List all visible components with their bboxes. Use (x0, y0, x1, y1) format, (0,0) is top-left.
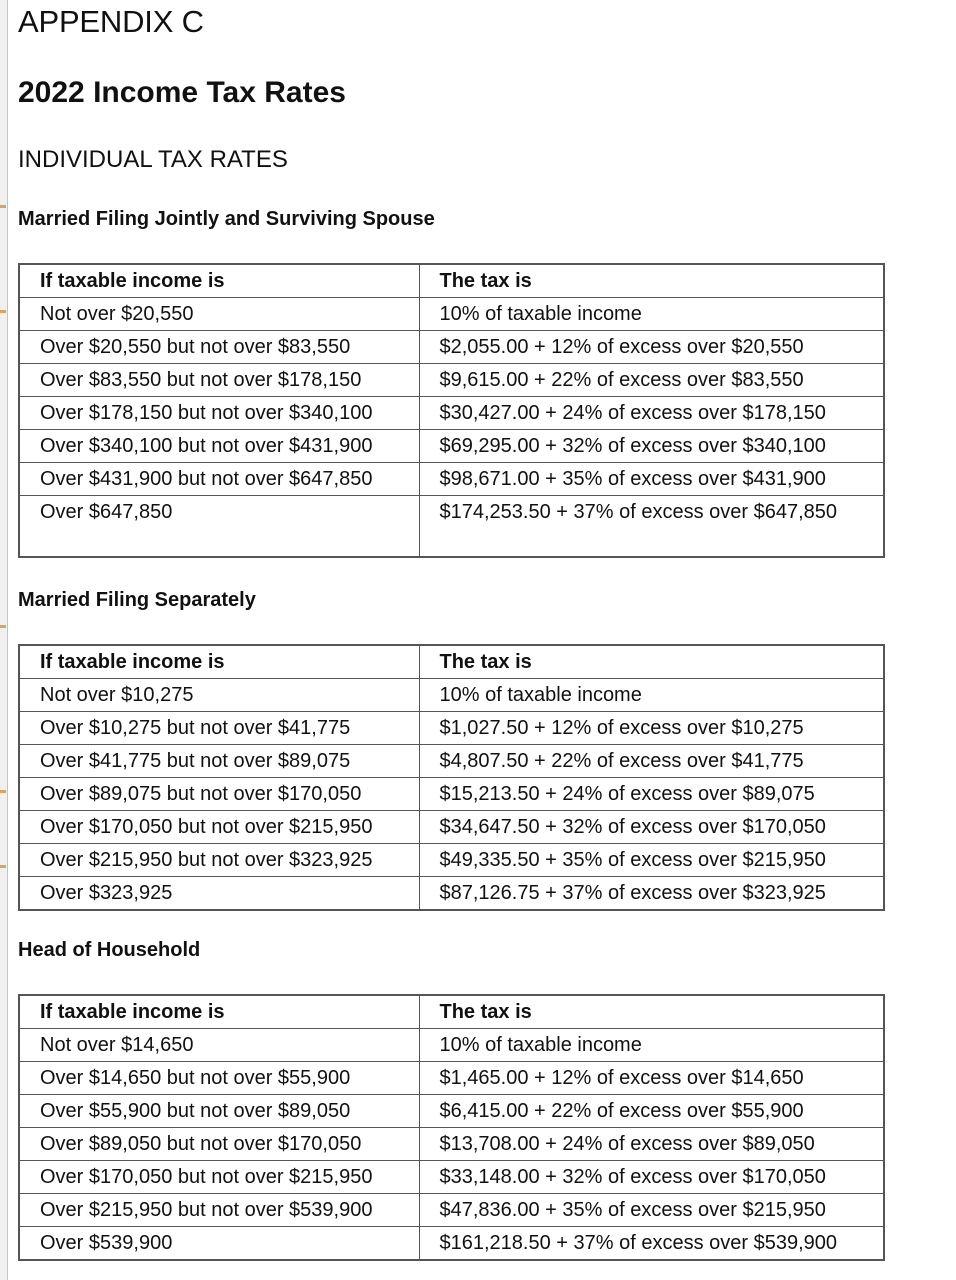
appendix-title: APPENDIX C (18, 4, 204, 39)
income-bracket: Over $170,050 but not over $215,950 (19, 1161, 419, 1194)
tax-formula: $13,708.00 + 24% of excess over $89,050 (419, 1128, 884, 1161)
income-bracket: Not over $20,550 (19, 298, 419, 331)
table-row (19, 1194, 884, 1227)
income-bracket: Over $170,050 but not over $215,950 (19, 811, 419, 844)
adjacent-window-edge (0, 0, 8, 1280)
table-row (19, 877, 884, 911)
edge-highlight (0, 310, 6, 313)
tax-formula: 10% of taxable income (419, 1029, 884, 1062)
separate-filing-table (18, 644, 885, 911)
tax-formula: $34,647.50 + 32% of excess over $170,050 (419, 811, 884, 844)
income-bracket: Over $83,550 but not over $178,150 (19, 364, 419, 397)
income-column-header: If taxable income is (19, 645, 419, 679)
income-bracket: Over $215,950 but not over $539,900 (19, 1194, 419, 1227)
table-row (19, 811, 884, 844)
tax-formula: $15,213.50 + 24% of excess over $89,075 (419, 778, 884, 811)
income-bracket: Over $10,275 but not over $41,775 (19, 712, 419, 745)
head-of-household-heading: Head of Household (18, 939, 201, 961)
income-bracket: Over $431,900 but not over $647,850 (19, 463, 419, 496)
tax-formula: $49,335.50 + 35% of excess over $215,950 (419, 844, 884, 877)
table-header-row (19, 645, 884, 679)
tax-formula: $2,055.00 + 12% of excess over $20,550 (419, 331, 884, 364)
income-bracket: Not over $14,650 (19, 1029, 419, 1062)
tax-formula: $47,836.00 + 35% of excess over $215,950 (419, 1194, 884, 1227)
edge-highlight (0, 625, 6, 628)
table-row (19, 679, 884, 712)
edge-highlight (0, 865, 6, 868)
edge-highlight (0, 205, 6, 208)
page-title: 2022 Income Tax Rates (18, 76, 346, 109)
tax-formula: 10% of taxable income (419, 298, 884, 331)
tax-formula: $30,427.00 + 24% of excess over $178,150 (419, 397, 884, 430)
tax-formula: $174,253.50 + 37% of excess over $647,850 (419, 496, 884, 558)
table-row (19, 1062, 884, 1095)
income-bracket: Not over $10,275 (19, 679, 419, 712)
table-row (19, 298, 884, 331)
joint-filing-heading: Married Filing Jointly and Surviving Spouse (18, 208, 435, 230)
tax-column-header: The tax is (419, 645, 884, 679)
income-bracket: Over $20,550 but not over $83,550 (19, 331, 419, 364)
tax-formula: $1,465.00 + 12% of excess over $14,650 (419, 1062, 884, 1095)
joint-filing-table (18, 263, 885, 558)
table-row (19, 1128, 884, 1161)
income-bracket: Over $340,100 but not over $431,900 (19, 430, 419, 463)
income-bracket: Over $539,900 (19, 1227, 419, 1261)
table-row (19, 463, 884, 496)
table-row (19, 397, 884, 430)
income-bracket: Over $89,050 but not over $170,050 (19, 1128, 419, 1161)
table-row (19, 712, 884, 745)
table-row (19, 844, 884, 877)
table-row (19, 1227, 884, 1261)
tax-column-header: The tax is (419, 264, 884, 298)
edge-highlight (0, 790, 6, 793)
tax-formula: $161,218.50 + 37% of excess over $539,900 (419, 1227, 884, 1261)
tax-formula: $9,615.00 + 22% of excess over $83,550 (419, 364, 884, 397)
tax-formula: $87,126.75 + 37% of excess over $323,925 (419, 877, 884, 911)
income-bracket: Over $215,950 but not over $323,925 (19, 844, 419, 877)
income-bracket: Over $178,150 but not over $340,100 (19, 397, 419, 430)
tax-column-header: The tax is (419, 995, 884, 1029)
table-row (19, 496, 884, 558)
table-row (19, 1029, 884, 1062)
head-of-household-table (18, 994, 885, 1261)
income-column-header: If taxable income is (19, 995, 419, 1029)
table-header-row (19, 995, 884, 1029)
income-column-header: If taxable income is (19, 264, 419, 298)
table-row (19, 745, 884, 778)
income-bracket: Over $14,650 but not over $55,900 (19, 1062, 419, 1095)
income-bracket: Over $89,075 but not over $170,050 (19, 778, 419, 811)
tax-formula: $1,027.50 + 12% of excess over $10,275 (419, 712, 884, 745)
tax-formula: $69,295.00 + 32% of excess over $340,100 (419, 430, 884, 463)
table-row (19, 364, 884, 397)
tax-formula: $4,807.50 + 22% of excess over $41,775 (419, 745, 884, 778)
income-bracket: Over $647,850 (19, 496, 419, 558)
separate-filing-heading: Married Filing Separately (18, 589, 256, 611)
table-row (19, 331, 884, 364)
table-row (19, 430, 884, 463)
section-subtitle: INDIVIDUAL TAX RATES (18, 146, 288, 173)
tax-formula: $98,671.00 + 35% of excess over $431,900 (419, 463, 884, 496)
income-bracket: Over $55,900 but not over $89,050 (19, 1095, 419, 1128)
income-bracket: Over $41,775 but not over $89,075 (19, 745, 419, 778)
table-row (19, 1161, 884, 1194)
table-header-row (19, 264, 884, 298)
tax-formula: $6,415.00 + 22% of excess over $55,900 (419, 1095, 884, 1128)
tax-formula: $33,148.00 + 32% of excess over $170,050 (419, 1161, 884, 1194)
income-bracket: Over $323,925 (19, 877, 419, 911)
table-row (19, 778, 884, 811)
table-row (19, 1095, 884, 1128)
tax-formula: 10% of taxable income (419, 679, 884, 712)
